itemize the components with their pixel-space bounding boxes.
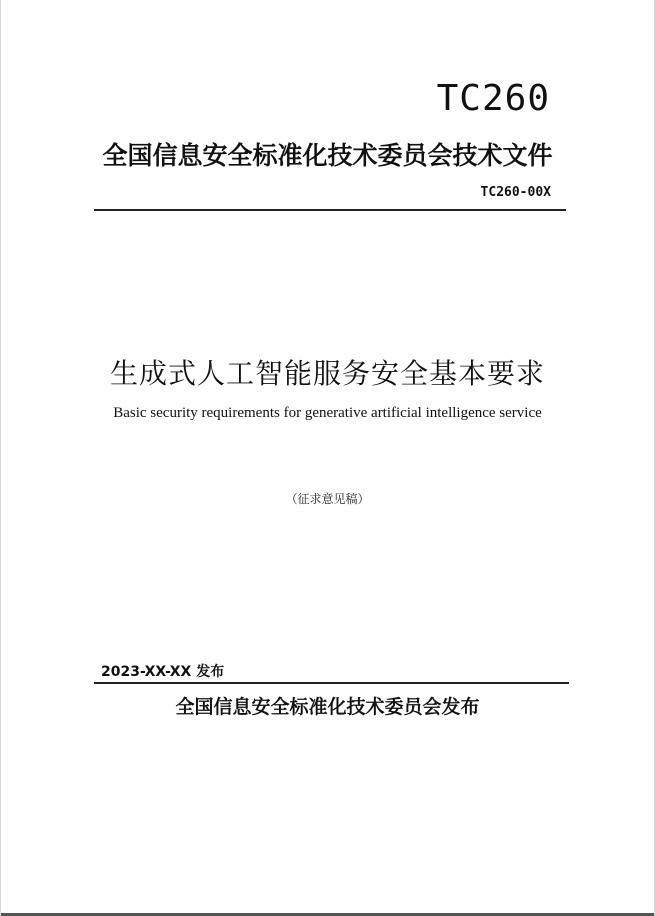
- header-divider: [94, 209, 566, 211]
- publisher-name: 全国信息安全标准化技术委员会发布: [175, 696, 480, 718]
- document-number: TC260-00X: [480, 185, 551, 200]
- main-title-chinese: 生成式人工智能服务安全基本要求: [109, 357, 545, 390]
- release-date: 2023-XX-XX 发布: [101, 664, 225, 680]
- footer-divider: [94, 682, 569, 684]
- committee-code: TC260: [436, 78, 550, 119]
- draft-status-label: （征求意见稿）: [285, 492, 370, 506]
- document-type-title: 全国信息安全标准化技术委员会技术文件: [102, 141, 553, 170]
- main-title-english: Basic security requirements for generative artificial intelligence service: [113, 405, 542, 421]
